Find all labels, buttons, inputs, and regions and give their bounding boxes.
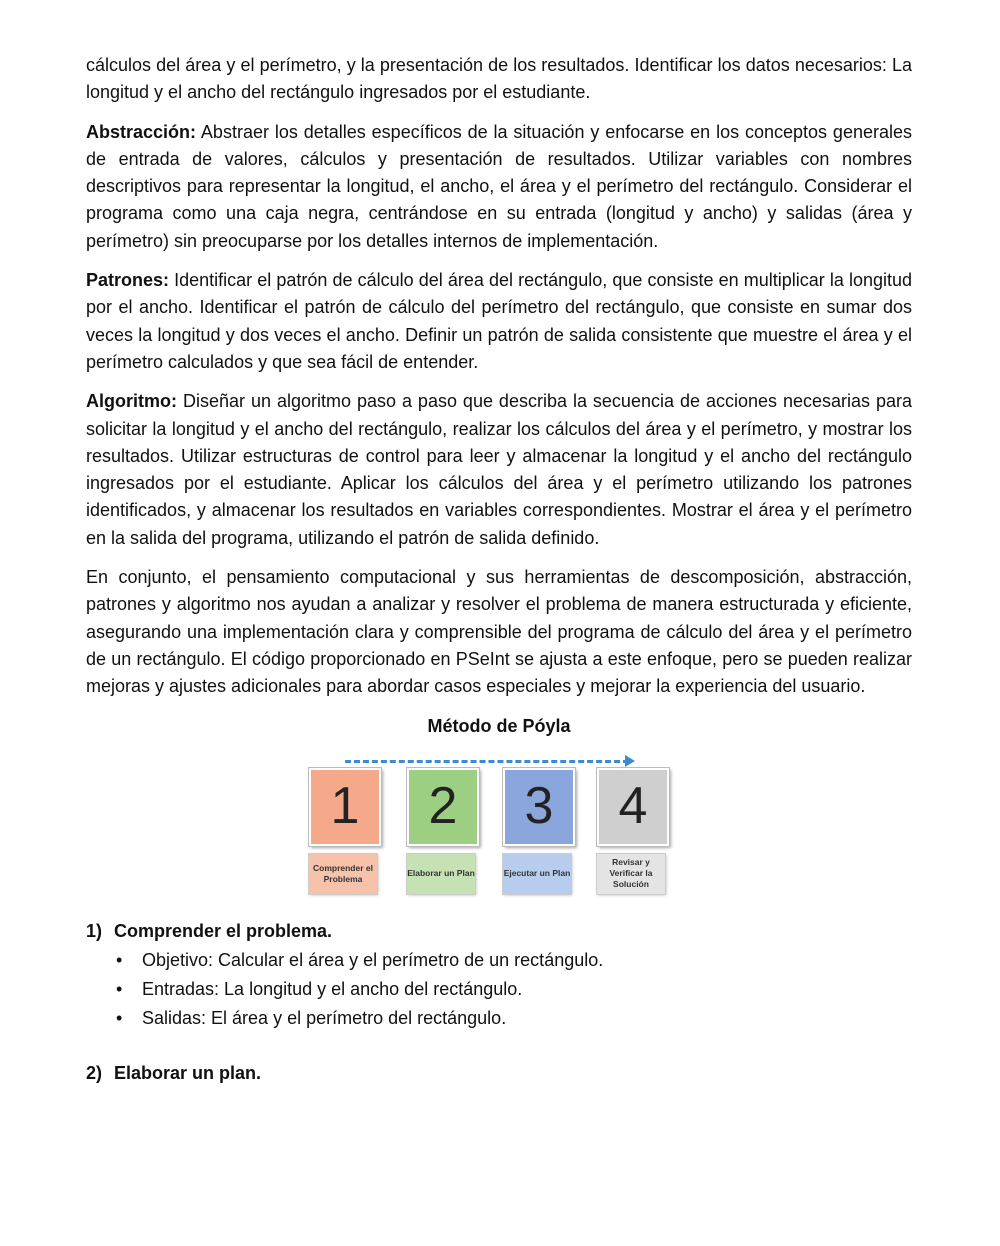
section-1-title: Comprender el problema.	[114, 920, 333, 941]
list-item: • Objetivo: Calcular el área y el perímetro de un rectángulo.	[142, 947, 912, 976]
paragraph-abstraccion	[86, 119, 912, 255]
section-2-number: 2)	[86, 1063, 103, 1084]
step-label: Comprender el Problema	[309, 854, 377, 894]
section-1-number: 1)	[86, 920, 103, 941]
arrow-head-icon	[625, 755, 635, 767]
section-2-heading	[86, 1060, 912, 1087]
document-content	[86, 52, 912, 1089]
polya-step-4	[597, 768, 665, 894]
step-number-box: 3	[503, 768, 575, 846]
step-label: Revisar y Verificar la Solución	[597, 854, 665, 894]
list-item: • Salidas: El área y el perímetro del rectángulo.	[142, 1005, 912, 1034]
step-number-box: 2	[407, 768, 479, 846]
paragraph-algoritmo	[86, 388, 912, 552]
label-abstraccion: Abstracción:	[86, 121, 197, 142]
list-item: • Entradas: La longitud y el ancho del rectángulo.	[142, 976, 912, 1005]
section-1-list	[86, 947, 912, 1034]
text-patrones: Identificar el patrón de cálculo del área del rectángulo, que consiste en multiplicar la longitud por el ancho. Identificar el patrón de cálculo del perímetro del rectángulo, que consiste en sumar dos veces la longitud y dos veces el ancho. Definir un patrón de salida consistente que muestre el área y el perímetro calculados y que sea fácil de entender.	[86, 270, 912, 372]
paragraph-intro: cálculos del área y el perímetro, y la presentación de los resultados. Identificar los datos necesarios: La longitud y el ancho del rectángulo ingresados por el estudiante.	[86, 55, 912, 103]
label-patrones: Patrones:	[86, 270, 170, 291]
text-abstraccion: Abstraer los detalles específicos de la situación y enfocarse en los conceptos generales de entrada de valores, cálculos y presentación de resultados. Utilizar variables con nombres descriptivos para representar la longitud, el ancho, el área y el perímetro del rectángulo. Considerar el programa como una caja negra, centrándose en su entrada (longitud y ancho) y salidas (área y perímetro) sin preocuparse por los detalles internos de implementación.	[86, 121, 912, 251]
dashed-arrow-line	[345, 760, 629, 763]
section-1-heading	[86, 918, 912, 945]
polya-step-2	[407, 768, 475, 894]
step-number-box: 1	[309, 768, 381, 846]
step-label: Elaborar un Plan	[407, 854, 475, 894]
polya-step-1	[309, 768, 377, 894]
paragraph-conjunto: En conjunto, el pensamiento computacional y sus herramientas de descomposición, abstracción, patrones y algoritmo nos ayudan a analizar y resolver el problema de manera estructurada y eficiente, asegurando una implementación clara y comprensible del programa de cálculo del área y el perímetro de un rectángulo. El código proporcionado en PSeInt se ajusta a este enfoque, pero se pueden realizar mejoras y ajustes adicionales para abordar casos especiales y mejorar la experiencia del usuario.	[86, 567, 912, 697]
step-label: Ejecutar un Plan	[503, 854, 571, 894]
figure-title: Método de Póyla	[427, 715, 571, 736]
step-number-box: 4	[597, 768, 669, 846]
label-algoritmo: Algoritmo:	[86, 391, 177, 412]
paragraph-patrones	[86, 267, 912, 376]
polya-diagram	[309, 754, 689, 896]
text-algoritmo: Diseñar un algoritmo paso a paso que describa la secuencia de acciones necesarias para solicitar la longitud y el ancho del rectángulo, realizar los cálculos del área y el perímetro, y mostrar los resultados. Utilizar estructuras de control para leer y almacenar la longitud y el ancho del rectángulo ingresados por el estudiante. Aplicar los cálculos del área y el perímetro utilizando los patrones identificados, y almacenar los resultados en variables correspondientes. Mostrar el área y el perímetro en la salida del programa, utilizando el patrón de salida definido.	[86, 391, 912, 548]
section-2-title: Elaborar un plan.	[114, 1063, 262, 1084]
polya-step-3	[503, 768, 571, 894]
